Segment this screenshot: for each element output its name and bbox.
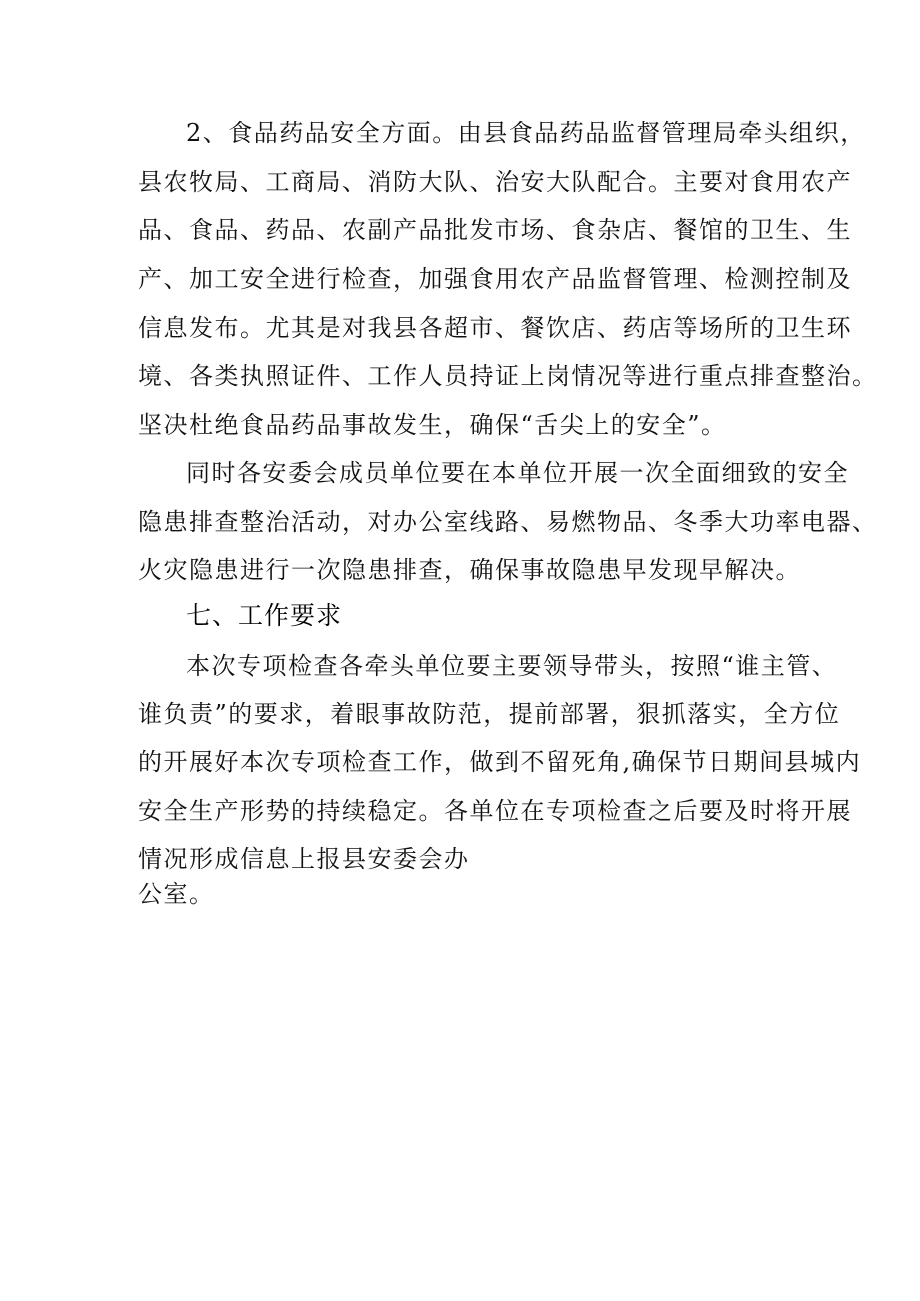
food-drug-paragraph-line-7: 坚决杜绝食品药品事故发生，确保“舌尖上的安全”。 bbox=[138, 411, 727, 439]
requirements-paragraph-line-6: 公室。 bbox=[138, 880, 215, 908]
food-drug-paragraph-line-3: 品、食品、药品、农副产品批发市场、食杂店、餐馆的卫生、生 bbox=[138, 216, 852, 244]
food-drug-paragraph-line-5: 信息发布。尤其是对我县各超市、餐饮店、药店等场所的卫生环 bbox=[138, 314, 852, 342]
requirements-paragraph-line-5: 情况形成信息上报县安委会办 bbox=[138, 845, 470, 873]
food-drug-paragraph-line-1: 2、食品药品安全方面。由县食品药品监督管理局牵头组织， bbox=[186, 119, 866, 147]
requirements-paragraph-line-1: 本次专项检查各牵头单位要主要领导带头，按照“谁主管、 bbox=[186, 652, 838, 680]
section-heading-work-requirements: 七、工作要求 bbox=[186, 601, 343, 630]
requirements-paragraph-line-4: 安全生产形势的持续稳定。各单位在专项检查之后要及时将开展 bbox=[138, 797, 852, 825]
requirements-paragraph-line-2: 谁负责”的要求，着眼事故防范，提前部署，狠抓落实，全方位 bbox=[138, 700, 841, 728]
food-drug-paragraph-line-6: 境、各类执照证件、工作人员持证上岗情况等进行重点排查整治。 bbox=[138, 362, 878, 390]
food-drug-paragraph-line-2: 县农牧局、工商局、消防大队、治安大队配合。主要对食用农产 bbox=[138, 168, 852, 196]
member-units-paragraph-line-3: 火灾隐患进行一次隐患排查，确保事故隐患早发现早解决。 bbox=[138, 556, 801, 584]
food-drug-paragraph-line-4: 产、加工安全进行检查，加强食用农产品监督管理、检测控制及 bbox=[138, 265, 852, 293]
member-units-paragraph-line-2: 隐患排查整治活动，对办公室线路、易燃物品、冬季大功率电器、 bbox=[138, 508, 878, 536]
requirements-paragraph-line-3: 的开展好本次专项检查工作，做到不留死角,确保节日期间县城内 bbox=[138, 748, 862, 776]
member-units-paragraph-line-1: 同时各安委会成员单位要在本单位开展一次全面细致的安全 bbox=[186, 459, 849, 487]
